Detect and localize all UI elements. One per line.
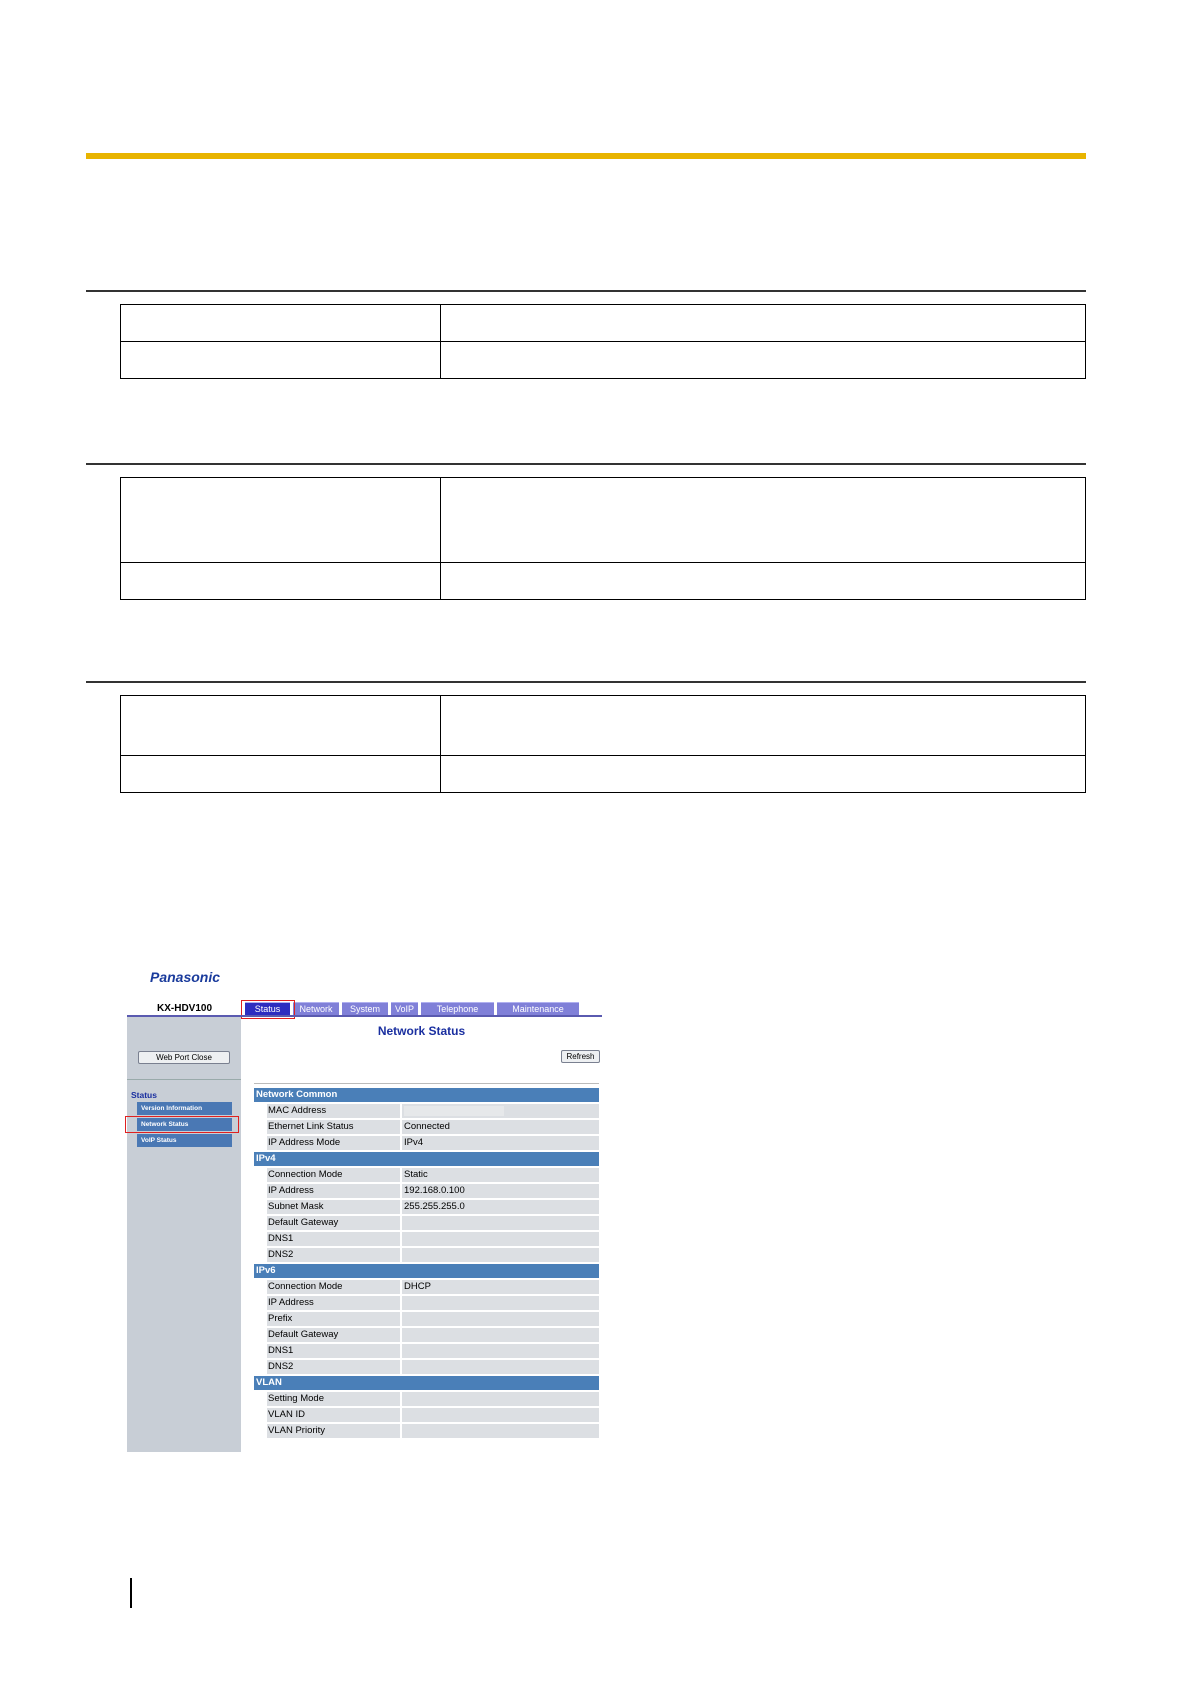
tab-maintenance[interactable]: Maintenance <box>497 1002 579 1015</box>
section-header-vlan: VLAN <box>254 1376 599 1390</box>
table-row <box>267 1328 599 1342</box>
tab-telephone[interactable]: Telephone <box>421 1002 494 1015</box>
row-value: DHCP <box>402 1280 599 1294</box>
row-label: Prefix <box>267 1312 400 1326</box>
page-title: Network Status <box>377 1024 466 1038</box>
row-value <box>402 1344 599 1358</box>
section-rule-2 <box>86 463 1086 465</box>
row-label: Connection Mode <box>267 1168 400 1182</box>
table-row <box>267 1120 599 1134</box>
row-value <box>402 1360 599 1374</box>
header-accent-bar <box>86 153 1086 159</box>
model-name: KX-HDV100 <box>157 1003 213 1014</box>
refresh-button[interactable]: Refresh <box>561 1050 600 1063</box>
section-rule-3 <box>86 681 1086 683</box>
table-row <box>267 1200 599 1214</box>
doc-table-3 <box>120 695 1086 793</box>
row-label: MAC Address <box>267 1104 400 1118</box>
table-cell <box>441 563 1086 600</box>
row-label: IP Address Mode <box>267 1136 400 1150</box>
row-label: Ethernet Link Status <box>267 1120 400 1134</box>
table-cell <box>121 563 441 600</box>
row-label: IP Address <box>267 1296 400 1310</box>
row-value <box>402 1216 599 1230</box>
row-value: Connected <box>402 1120 599 1134</box>
table-row <box>267 1296 599 1310</box>
table-row <box>267 1392 599 1406</box>
sidebar-title: Status <box>131 1090 157 1100</box>
tab-voip[interactable]: VoIP <box>391 1002 418 1015</box>
sidebar-highlight-box <box>125 1116 239 1133</box>
row-label: Default Gateway <box>267 1328 400 1342</box>
row-value <box>402 1232 599 1246</box>
table-row <box>267 1360 599 1374</box>
row-label: VLAN ID <box>267 1408 400 1422</box>
row-value <box>402 1248 599 1262</box>
table-row <box>267 1424 599 1438</box>
row-value <box>402 1104 599 1118</box>
section-rule-1 <box>86 290 1086 292</box>
row-label: DNS2 <box>267 1248 400 1262</box>
row-value: Static <box>402 1168 599 1182</box>
table-row <box>267 1216 599 1230</box>
row-value: IPv4 <box>402 1136 599 1150</box>
row-label: DNS1 <box>267 1232 400 1246</box>
table-row <box>267 1280 599 1294</box>
row-value <box>402 1296 599 1310</box>
tab-status[interactable]: Status <box>245 1002 290 1015</box>
row-label: IP Address <box>267 1184 400 1198</box>
row-value: 192.168.0.100 <box>402 1184 599 1198</box>
redacted-value <box>404 1106 504 1116</box>
table-cell <box>121 342 441 379</box>
sidebar-item-version-information[interactable]: Version Information <box>137 1102 232 1115</box>
row-label: Connection Mode <box>267 1280 400 1294</box>
row-label: DNS2 <box>267 1360 400 1374</box>
row-label: Subnet Mask <box>267 1200 400 1214</box>
table-row <box>267 1136 599 1150</box>
sidebar-item-voip-status[interactable]: VoIP Status <box>137 1134 232 1147</box>
table-cell <box>441 305 1086 342</box>
row-value <box>402 1408 599 1422</box>
row-value <box>402 1424 599 1438</box>
table-row <box>267 1168 599 1182</box>
section-header-network-common: Network Common <box>254 1088 599 1102</box>
row-value <box>402 1392 599 1406</box>
table-cell <box>121 696 441 756</box>
section-header-ipv6: IPv6 <box>254 1264 599 1278</box>
sidebar <box>127 1017 241 1452</box>
table-cell <box>441 478 1086 563</box>
tab-system[interactable]: System <box>342 1002 388 1015</box>
table-row <box>267 1312 599 1326</box>
row-value <box>402 1312 599 1326</box>
web-port-close-button[interactable]: Web Port Close <box>138 1051 230 1064</box>
table-row <box>267 1104 599 1118</box>
tab-network[interactable]: Network <box>293 1002 339 1015</box>
section-header-ipv4: IPv4 <box>254 1152 599 1166</box>
row-value <box>402 1328 599 1342</box>
page-margin-mark <box>130 1578 132 1608</box>
doc-table-1 <box>120 304 1086 379</box>
table-cell <box>121 305 441 342</box>
row-label: Setting Mode <box>267 1392 400 1406</box>
sidebar-divider <box>127 1079 241 1080</box>
table-row <box>267 1232 599 1246</box>
row-value: 255.255.255.0 <box>402 1200 599 1214</box>
panasonic-logo: Panasonic <box>150 969 221 985</box>
row-label: DNS1 <box>267 1344 400 1358</box>
table-row <box>267 1248 599 1262</box>
sidebar-item-network-status[interactable]: Network Status <box>137 1118 232 1131</box>
main-divider <box>254 1083 599 1084</box>
table-row <box>267 1344 599 1358</box>
table-cell <box>441 696 1086 756</box>
table-cell <box>121 756 441 793</box>
table-cell <box>121 478 441 563</box>
row-label: VLAN Priority <box>267 1424 400 1438</box>
row-label: Default Gateway <box>267 1216 400 1230</box>
table-cell <box>441 342 1086 379</box>
web-ui-screenshot <box>127 970 602 1452</box>
table-row <box>267 1408 599 1422</box>
table-row <box>267 1184 599 1198</box>
doc-table-2 <box>120 477 1086 600</box>
table-cell <box>441 756 1086 793</box>
